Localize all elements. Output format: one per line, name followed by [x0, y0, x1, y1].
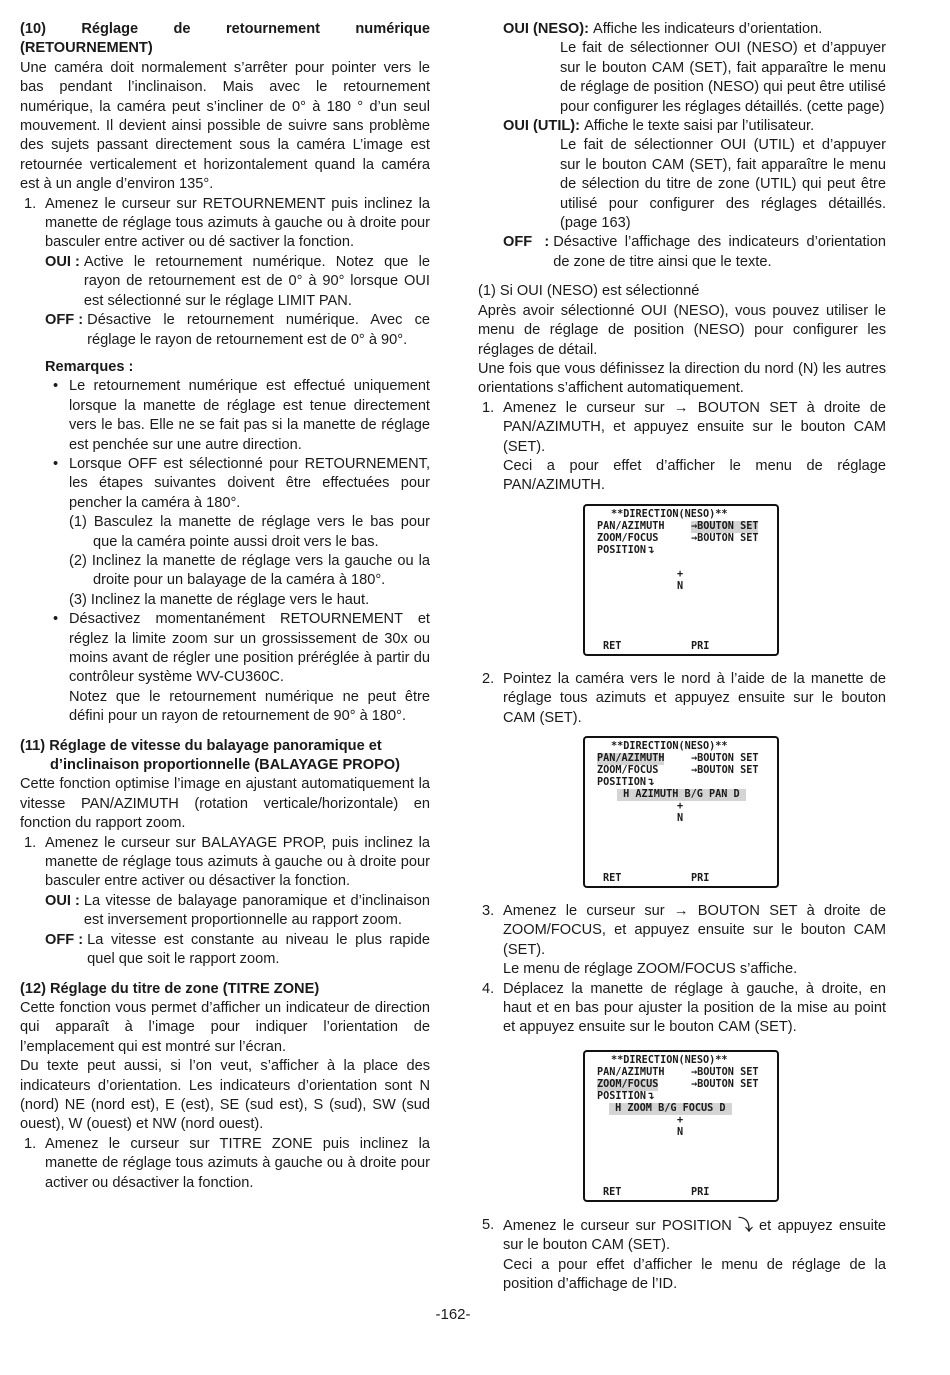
screen-position-label: POSITION↴ [597, 776, 655, 788]
screen-pan-label: PAN/AZIMUTH [597, 1066, 665, 1078]
section-11-intro: Cette fonction optimise l’image en ajustant automatiquement la vitesse PAN/AZIMUTH (rotation verticale/horizontale) en fonction du rapport zoom. [20, 776, 430, 832]
screen-pan-set: →BOUTON SET [691, 1066, 759, 1078]
screen-ret: RET [603, 1186, 622, 1198]
screen-zoom-label: ZOOM/FOCUS [597, 764, 659, 776]
section-10-step-1: 1. Amenez le curseur sur RETOURNEMENT puis inclinez la manette de réglage tous azimuts à gauche ou à droite pour basculer entre activer ou dé sactiver la fonction. [24, 195, 430, 251]
position-arrow-icon: ⤵ [738, 1216, 753, 1234]
remark-2-step-1: (1) Basculez la manette de réglage vers le bas pour que la caméra pointe aussi droit vers le bas. [69, 514, 430, 550]
remark-2: • Lorsque OFF est sélectionné pour RETOURNEMENT, les étapes suivantes doivent être effectuées pour pencher la caméra à 180°. [53, 455, 430, 511]
neso-step-1: 1. Amenez le curseur sur → BOUTON SET à droite de PAN/AZIMUTH, et appuyez ensuite sur le bouton CAM (SET). [482, 399, 886, 455]
screen-pan-set: →BOUTON SET [691, 752, 759, 764]
screen-zoom-label: ZOOM/FOCUS [597, 532, 659, 544]
screen-title: **DIRECTION(NESO)** [611, 740, 728, 752]
section-11-option-oui: OUI : La vitesse de balayage panoramique et d’inclinaison est inversement proportionnelle au rapport zoom. [45, 892, 430, 929]
screen-ret: RET [603, 640, 622, 652]
neso-step-3-result: Le menu de réglage ZOOM/FOCUS s’affiche. [503, 961, 798, 978]
option-oui-util: OUI (UTIL): Affiche le texte saisi par l’utilisateur. [503, 118, 815, 135]
screen-zoom-set: →BOUTON SET [691, 532, 759, 544]
neso-step-5-result: Ceci a pour effet d’afficher le menu de réglage de la position d’affichage de l’ID. [503, 1256, 886, 1293]
screen-zoom-label: ZOOM/FOCUS [597, 1078, 659, 1090]
screen-title: **DIRECTION(NESO)** [611, 1054, 728, 1066]
remarks-title: Remarques : [45, 358, 134, 375]
menu-screen-azimuth-adjust [583, 736, 779, 888]
screen-pri: PRI [691, 872, 710, 884]
position-arrow-icon: ↴ [646, 776, 655, 788]
remark-3: • Désactivez momentanément RETOURNEMENT et réglez la limite zoom sur un grossissement de 30x ou moins avant de régler une position préréglée à partir du contrôleur système WV-CU360C. [53, 611, 430, 686]
section-11-option-off: OFF : La vitesse est constante au niveau le plus rapide quel que soit le rapport zoom. [45, 931, 430, 968]
screen-north: N [677, 812, 684, 824]
menu-screen-zoom-focus [583, 1050, 779, 1202]
option-oui-util-desc: Le fait de sélectionner OUI (UTIL) et d’appuyer sur le bouton CAM (SET), fait apparaître le menu de sélection du titre de zone (UTIL) qui peut être utilisé pour configurer des réglages détaillés. (page 163) [560, 137, 886, 232]
section-12-text: Du texte peut aussi, si l’on veut, s’afficher à la place des indicateurs d’orientation. Les indicateurs d’orientation sont N (nord) NE (nord est), E (est), SE (sud est), S (sud), SW (sud ouest), W (ouest) et NW (nord ouest). [20, 1058, 430, 1133]
section-12-step-1: 1. Amenez le curseur sur TITRE ZONE puis inclinez la manette de réglage tous azimuts à gauche ou à droite pour activer ou désactiver la fonction. [24, 1135, 430, 1191]
position-arrow-icon: ↴ [646, 544, 655, 556]
section-10-option-off: OFF : Désactive le retournement numérique. Avec ce réglage le rayon de retournement est de 0° à 90°. [45, 312, 430, 348]
section-10-option-oui: OUI : Active le retournement numérique. Notez que le rayon de retournement est de 0° à 90° lorsque OUI est sélectionné sur le réglage LIMIT PAN. [45, 253, 430, 309]
subsection-neso-p2: Une fois que vous définissez la direction du nord (N) les autres orientations s’affichent automatiquement. [478, 360, 886, 397]
screen-pri: PRI [691, 1186, 710, 1198]
screen-plus: + [677, 800, 684, 812]
neso-step-4: 4. Déplacez la manette de réglage à gauche, à droite, en haut et en bas pour ajuster la position de la mise au point et appuyez ensuite sur le bouton CAM (SET). [482, 980, 886, 1036]
option-oui-neso: OUI (NESO): Affiche les indicateurs d’orientation. [503, 21, 823, 37]
neso-step-1-result: Ceci a pour effet d’afficher le menu de réglage PAN/AZIMUTH. [503, 457, 886, 494]
section-10-intro: Une caméra doit normalement s’arrêter pour pointer vers le bas pendant l’inclinaison. Mais avec le retournement numérique, la caméra peut s’incliner de 0° à 180 ° d’un seul mouvement. Il devient ainsi possible de suivre sans problème des sujets passant directement sous la caméra L’image est retournée verticalement et horizontalement quand la caméra est à un angle d’environ 135°. [20, 59, 430, 193]
position-arrow-icon: ↴ [646, 1090, 655, 1102]
section-12-intro: Cette fonction vous permet d’afficher un indicateur de direction qui apparaît à l’image pour indiquer l’orientation de l’emplacement qui est montré sur l’écran. [20, 999, 430, 1055]
remark-3-note: Notez que le retournement numérique ne peut être défini pour un rayon de retournement de 90° à 180°. [69, 688, 430, 725]
screen-pri: PRI [691, 640, 710, 652]
screen-zoom-set: →BOUTON SET [691, 1078, 759, 1090]
section-12-title: (12) Réglage du titre de zone (TITRE ZONE) [20, 980, 320, 997]
neso-step-2: 2. Pointez la caméra vers le nord à l’aide de la manette de réglage tous azimuts et appuyez ensuite sur le bouton CAM (SET). [482, 670, 886, 726]
remark-1: • Le retournement numérique est effectué uniquement lorsque la manette de réglage est tenue directement vers le bas. Elle ne se fait pas si la manette de réglage est penchée sur une autre direction. [53, 378, 430, 453]
screen-zoom-set: →BOUTON SET [691, 764, 759, 776]
screen-position-label: POSITION↴ [597, 544, 655, 556]
screen-plus: + [677, 568, 684, 580]
screen-north: N [677, 1126, 684, 1138]
section-10-title: (10) Réglage de retournement numérique (RETOURNEMENT) [20, 21, 430, 57]
left-column [20, 20, 430, 1193]
section-11-step-1: 1. Amenez le curseur sur BALAYAGE PROP, puis inclinez la manette de réglage tous azimuts à gauche ou à droite pour basculer entre activer ou désactiver la fonction. [24, 834, 430, 890]
option-oui-neso-desc: Le fait de sélectionner OUI (NESO) et d’appuyer sur le bouton CAM (SET), fait apparaître le menu de réglage de position (NESO) qui peut être utilisé pour configurer les réglages détaillés. (cette page) [560, 40, 886, 115]
screen-ret: RET [603, 872, 622, 884]
screen-pan-label: PAN/AZIMUTH [597, 520, 665, 532]
menu-screen-pan-azimuth [583, 504, 779, 656]
section-11-title: (11) Réglage de vitesse du balayage panoramique et d’inclinaison proportionnelle (BALAYAGE PROPO) [20, 737, 401, 774]
remark-2-step-2: (2) Inclinez la manette de réglage vers la gauche ou la droite pour un balayage de la caméra à 180°. [69, 552, 430, 589]
screen-north: N [677, 580, 684, 592]
screen-h-zoom: H ZOOM B/G FOCUS D [609, 1102, 732, 1114]
screen-pan-label: PAN/AZIMUTH [597, 752, 665, 764]
neso-step-5: 5. Amenez le curseur sur POSITION ⤵ et appuyez ensuite sur le bouton CAM (SET). [482, 1216, 887, 1254]
option-off: OFF : Désactive l’affichage des indicateurs d’orientation de zone de titre ainsi que le texte. [503, 234, 886, 270]
screen-position-label: POSITION↴ [597, 1090, 655, 1102]
screen-h-azimuth: H AZIMUTH B/G PAN D [617, 788, 746, 800]
screen-pan-set: →BOUTON SET [691, 520, 759, 532]
neso-step-3: 3. Amenez le curseur sur → BOUTON SET à droite de ZOOM/FOCUS, et appuyez ensuite sur le bouton CAM (SET). [482, 902, 886, 958]
subsection-neso-title: (1) Si OUI (NESO) est sélectionné [478, 283, 700, 300]
page-number: -162- [435, 1306, 471, 1323]
screen-title: **DIRECTION(NESO)** [611, 508, 728, 520]
remark-2-step-3: (3) Inclinez la manette de réglage vers le haut. [69, 591, 370, 608]
screen-plus: + [677, 1114, 684, 1126]
subsection-neso-p1: Après avoir sélectionné OUI (NESO), vous pouvez utiliser le menu de réglage de position (NESO) pour configurer les réglages de détail. [478, 302, 886, 358]
right-column [478, 20, 886, 1294]
